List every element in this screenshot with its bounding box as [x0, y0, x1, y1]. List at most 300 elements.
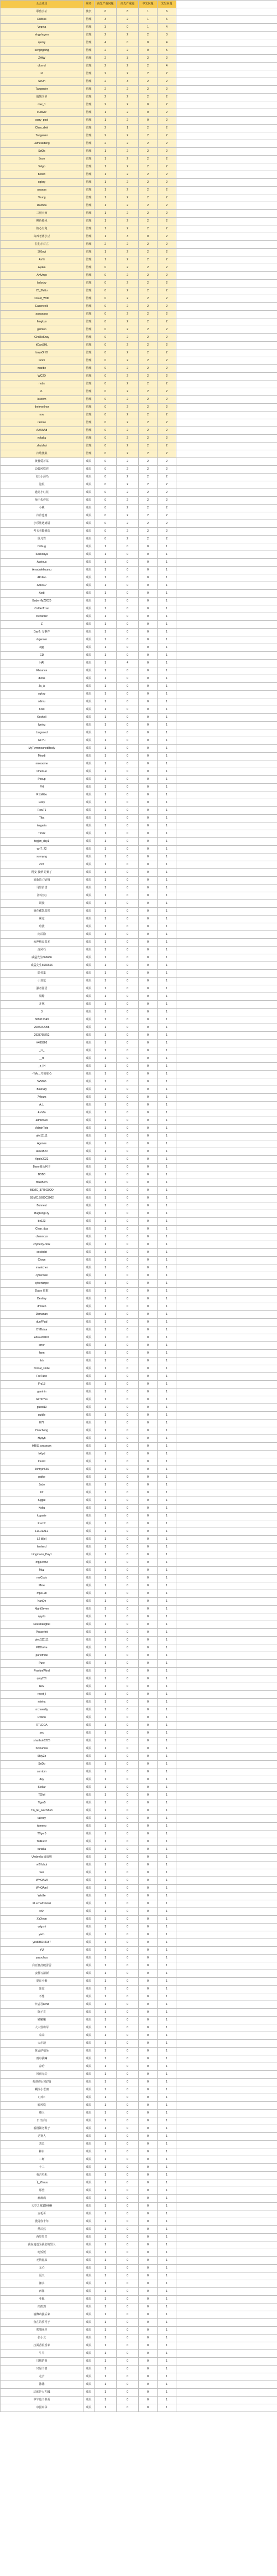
member-role[interactable]: 成员 — [83, 2172, 95, 2179]
critical-count[interactable]: 0 — [117, 815, 139, 822]
critical-count[interactable]: 0 — [117, 1784, 139, 1792]
member-role[interactable]: 成员 — [83, 2079, 95, 2086]
critical-count[interactable]: 0 — [117, 1737, 139, 1745]
member-role[interactable]: 成员 — [83, 2133, 95, 2141]
medium-count[interactable]: 0 — [139, 2086, 158, 2094]
critical-count[interactable]: 0 — [117, 2304, 139, 2311]
member-role[interactable]: 成员 — [83, 1528, 95, 1536]
critical-high-count[interactable]: 1 — [95, 962, 117, 970]
critical-high-count[interactable]: 1 — [95, 947, 117, 954]
critical-count[interactable]: 0 — [117, 1001, 139, 1009]
medium-count[interactable]: 2 — [139, 132, 158, 140]
critical-high-count[interactable]: 1 — [95, 179, 117, 187]
first-count[interactable]: 1 — [158, 1218, 176, 1226]
member-name[interactable]: Moodi — [1, 753, 83, 760]
medium-count[interactable]: 0 — [139, 1799, 158, 1807]
first-count[interactable]: 2 — [158, 412, 176, 419]
member-name[interactable]: 雨雨然 — [1, 2304, 83, 2311]
first-count[interactable]: 1 — [158, 978, 176, 985]
critical-high-count[interactable]: 0 — [95, 318, 117, 326]
medium-count[interactable]: 0 — [139, 2327, 158, 2335]
member-role[interactable]: 成员 — [83, 1055, 95, 1063]
medium-count[interactable]: 0 — [139, 1063, 158, 1071]
member-name[interactable]: 那些 — [1, 2187, 83, 2195]
medium-count[interactable]: 0 — [139, 1295, 158, 1303]
medium-count[interactable]: 0 — [139, 861, 158, 869]
member-name[interactable]: 问后隐 — [1, 931, 83, 939]
member-name[interactable]: sdimu — [1, 698, 83, 706]
member-name[interactable]: 邀龙小红花 — [1, 489, 83, 497]
critical-high-count[interactable]: 0 — [95, 311, 117, 318]
medium-count[interactable]: 2 — [139, 435, 158, 443]
first-count[interactable]: 1 — [158, 1885, 176, 1893]
member-role[interactable]: 管理 — [83, 63, 95, 70]
medium-count[interactable]: 0 — [139, 892, 158, 900]
critical-high-count[interactable]: 2 — [95, 55, 117, 63]
critical-high-count[interactable]: 1 — [95, 1993, 117, 2001]
medium-count[interactable]: 2 — [139, 241, 158, 249]
first-count[interactable]: 1 — [158, 760, 176, 768]
medium-count[interactable]: 0 — [139, 1846, 158, 1854]
medium-count[interactable]: 2 — [139, 156, 158, 163]
critical-high-count[interactable]: 1 — [95, 729, 117, 737]
critical-high-count[interactable]: 3 — [95, 16, 117, 24]
medium-count[interactable]: 0 — [139, 1730, 158, 1737]
medium-count[interactable]: 0 — [139, 1908, 158, 1916]
first-count[interactable]: 1 — [158, 1063, 176, 1071]
first-count[interactable]: 1 — [158, 1939, 176, 1947]
member-name[interactable]: Z — [1, 621, 83, 629]
member-name[interactable]: 然后然 — [1, 2226, 83, 2234]
critical-high-count[interactable]: 1 — [95, 1140, 117, 1148]
member-name[interactable]: 冰凉 — [1, 1986, 83, 1993]
member-role[interactable]: 管理 — [83, 342, 95, 349]
medium-count[interactable]: 0 — [139, 2373, 158, 2381]
first-count[interactable]: 1 — [158, 1823, 176, 1831]
critical-high-count[interactable]: 1 — [95, 1474, 117, 1482]
medium-count[interactable]: 2 — [139, 295, 158, 303]
first-count[interactable]: 1 — [158, 1575, 176, 1582]
critical-high-count[interactable]: 1 — [95, 1412, 117, 1420]
member-name[interactable]: aaaaaaaa — [1, 311, 83, 318]
medium-count[interactable]: 2 — [139, 419, 158, 427]
critical-high-count[interactable]: 1 — [95, 2187, 117, 2195]
first-count[interactable]: 1 — [158, 2319, 176, 2327]
first-count[interactable]: 1 — [158, 1086, 176, 1094]
member-role[interactable]: 成员 — [83, 598, 95, 605]
critical-high-count[interactable]: 1 — [95, 1381, 117, 1389]
member-role[interactable]: 成员 — [83, 1249, 95, 1257]
first-count[interactable]: 1 — [158, 1947, 176, 1955]
critical-count[interactable]: 2 — [117, 63, 139, 70]
medium-count[interactable]: 0 — [139, 1505, 158, 1513]
first-count[interactable]: 1 — [158, 1226, 176, 1233]
member-role[interactable]: 管理 — [83, 171, 95, 179]
critical-count[interactable]: 0 — [117, 830, 139, 838]
medium-count[interactable]: 2 — [139, 349, 158, 357]
member-role[interactable]: 成员 — [83, 1683, 95, 1691]
first-count[interactable]: 1 — [158, 1551, 176, 1559]
member-name[interactable]: Umbrella 成成明 — [1, 1854, 83, 1862]
first-count[interactable]: 1 — [158, 2094, 176, 2102]
member-name[interactable]: Dsmanan — [1, 1311, 83, 1319]
member-name[interactable]: SeOn — [1, 78, 83, 86]
member-role[interactable]: 成员 — [83, 2288, 95, 2296]
first-count[interactable]: 2 — [158, 373, 176, 381]
member-role[interactable]: 成员 — [83, 543, 95, 551]
medium-count[interactable]: 0 — [139, 853, 158, 861]
first-count[interactable]: 1 — [158, 745, 176, 753]
first-count[interactable]: 1 — [158, 1513, 176, 1520]
medium-count[interactable]: 0 — [139, 683, 158, 691]
member-role[interactable]: 成员 — [83, 1838, 95, 1846]
critical-high-count[interactable]: 1 — [95, 1815, 117, 1823]
first-count[interactable]: 1 — [158, 1629, 176, 1637]
first-count[interactable]: 1 — [158, 1854, 176, 1862]
critical-high-count[interactable]: 1 — [95, 2125, 117, 2133]
member-role[interactable]: 成员 — [83, 729, 95, 737]
member-role[interactable]: 成员 — [83, 528, 95, 536]
critical-count[interactable]: 2 — [117, 303, 139, 311]
medium-count[interactable]: 0 — [139, 1148, 158, 1156]
member-name[interactable]: admin620 — [1, 1117, 83, 1125]
member-role[interactable]: 成员 — [83, 474, 95, 481]
member-name[interactable]: ririeha — [1, 1699, 83, 1706]
medium-count[interactable]: 0 — [139, 675, 158, 683]
member-name[interactable]: 考五者能够选 — [1, 528, 83, 536]
member-name[interactable]: 小龙氪 — [1, 978, 83, 985]
critical-count[interactable]: 0 — [117, 2110, 139, 2117]
first-count[interactable]: 2 — [158, 101, 176, 109]
medium-count[interactable]: 0 — [139, 2024, 158, 2032]
medium-count[interactable]: 0 — [139, 2179, 158, 2187]
member-name[interactable]: cybertanpe — [1, 1280, 83, 1288]
critical-high-count[interactable]: 1 — [95, 551, 117, 559]
critical-high-count[interactable]: 1 — [95, 2265, 117, 2272]
critical-high-count[interactable]: 2 — [95, 63, 117, 70]
medium-count[interactable]: 0 — [139, 39, 158, 47]
critical-count[interactable]: 0 — [117, 1241, 139, 1249]
member-name[interactable]: 隐者集 — [1, 970, 83, 978]
member-role[interactable]: 成员 — [83, 799, 95, 807]
critical-count[interactable]: 0 — [117, 1071, 139, 1078]
critical-count[interactable]: 0 — [117, 683, 139, 691]
first-count[interactable]: 1 — [158, 2218, 176, 2226]
member-name[interactable]: HAI — [1, 660, 83, 667]
medium-count[interactable]: 0 — [139, 1373, 158, 1381]
member-name[interactable]: 陈子亥 — [1, 2009, 83, 2017]
critical-high-count[interactable]: 0 — [95, 520, 117, 528]
member-role[interactable]: 成员 — [83, 1644, 95, 1652]
critical-high-count[interactable]: 1 — [95, 1683, 117, 1691]
member-role[interactable]: 管理 — [83, 311, 95, 318]
first-count[interactable]: 2 — [158, 86, 176, 94]
medium-count[interactable]: 0 — [139, 1970, 158, 1978]
member-name[interactable]: 徐凡岩 — [1, 536, 83, 543]
first-count[interactable]: 1 — [158, 2172, 176, 2179]
critical-count[interactable]: 0 — [117, 923, 139, 931]
first-count[interactable]: 1 — [158, 1722, 176, 1730]
medium-count[interactable]: 0 — [139, 1823, 158, 1831]
first-count[interactable]: 1 — [158, 1613, 176, 1621]
member-role[interactable]: 成员 — [83, 2280, 95, 2288]
critical-high-count[interactable]: 1 — [95, 652, 117, 660]
member-role[interactable]: 成员 — [83, 567, 95, 574]
member-role[interactable]: 管理 — [83, 357, 95, 365]
critical-high-count[interactable]: 1 — [95, 2195, 117, 2203]
medium-count[interactable]: 0 — [139, 1086, 158, 1094]
medium-count[interactable]: 2 — [139, 63, 158, 70]
first-count[interactable]: 1 — [158, 1993, 176, 2001]
member-role[interactable]: 成员 — [83, 722, 95, 729]
member-name[interactable]: Huacheng — [1, 1427, 83, 1435]
member-name[interactable]: Shinumas — [1, 1745, 83, 1753]
critical-high-count[interactable]: 1 — [95, 187, 117, 194]
member-role[interactable]: 成员 — [83, 1551, 95, 1559]
medium-count[interactable]: 2 — [139, 287, 158, 295]
critical-high-count[interactable]: 1 — [95, 2017, 117, 2024]
member-name[interactable]: id — [1, 70, 83, 78]
medium-count[interactable]: 2 — [139, 148, 158, 156]
medium-count[interactable]: 2 — [139, 505, 158, 512]
critical-high-count[interactable]: 1 — [95, 1675, 117, 1683]
medium-count[interactable]: 0 — [139, 2156, 158, 2164]
critical-high-count[interactable]: 1 — [95, 605, 117, 613]
first-count[interactable]: 1 — [158, 947, 176, 954]
critical-high-count[interactable]: 1 — [95, 784, 117, 791]
critical-count[interactable]: 0 — [117, 993, 139, 1001]
member-role[interactable]: 成员 — [83, 605, 95, 613]
first-count[interactable]: 1 — [158, 1342, 176, 1350]
member-name[interactable]: fish — [1, 1358, 83, 1365]
critical-high-count[interactable]: 1 — [95, 1544, 117, 1551]
member-role[interactable]: 成员 — [83, 1970, 95, 1978]
critical-count[interactable]: 0 — [117, 1226, 139, 1233]
medium-count[interactable]: 2 — [139, 272, 158, 280]
first-count[interactable]: 1 — [158, 1350, 176, 1358]
critical-count[interactable]: 0 — [117, 1776, 139, 1784]
member-role[interactable]: 管理 — [83, 109, 95, 117]
first-count[interactable]: 2 — [158, 256, 176, 264]
critical-high-count[interactable]: 0 — [95, 264, 117, 272]
medium-count[interactable]: 0 — [139, 784, 158, 791]
medium-count[interactable]: 0 — [139, 2249, 158, 2257]
member-role[interactable]: 成员 — [83, 954, 95, 962]
member-role[interactable]: 成员 — [83, 551, 95, 559]
critical-count[interactable]: 0 — [117, 791, 139, 799]
member-role[interactable]: 成员 — [83, 1513, 95, 1520]
member-role[interactable]: 成员 — [83, 1699, 95, 1706]
member-role[interactable]: 管理 — [83, 412, 95, 419]
member-name[interactable]: tegjlm_day1 — [1, 838, 83, 846]
critical-high-count[interactable]: 1 — [95, 2342, 117, 2350]
medium-count[interactable]: 0 — [139, 2296, 158, 2304]
first-count[interactable]: 1 — [158, 2366, 176, 2373]
member-role[interactable]: 管理 — [83, 55, 95, 63]
member-name[interactable]: Mine — [1, 1582, 83, 1590]
member-name[interactable]: WC2D — [1, 373, 83, 381]
member-name[interactable]: FreTubo — [1, 1373, 83, 1381]
critical-count[interactable]: 0 — [117, 768, 139, 776]
member-role[interactable]: 管理 — [83, 70, 95, 78]
critical-high-count[interactable]: 1 — [95, 753, 117, 760]
member-role[interactable]: 成员 — [83, 1094, 95, 1102]
medium-count[interactable]: 2 — [139, 536, 158, 543]
critical-count[interactable]: 0 — [117, 892, 139, 900]
medium-count[interactable]: 0 — [139, 1427, 158, 1435]
critical-count[interactable]: 0 — [117, 1342, 139, 1350]
medium-count[interactable]: 2 — [139, 225, 158, 233]
critical-count[interactable]: 0 — [117, 1164, 139, 1171]
first-count[interactable]: 2 — [158, 156, 176, 163]
critical-count[interactable]: 2 — [117, 225, 139, 233]
critical-high-count[interactable]: 1 — [95, 1714, 117, 1722]
first-count[interactable]: 1 — [158, 892, 176, 900]
first-count[interactable]: 1 — [158, 1055, 176, 1063]
medium-count[interactable]: 0 — [139, 1156, 158, 1164]
critical-count[interactable]: 2 — [117, 528, 139, 536]
medium-count[interactable]: 0 — [139, 2265, 158, 2272]
critical-count[interactable]: 0 — [117, 1567, 139, 1575]
member-name[interactable]: 暗渡 — [1, 923, 83, 931]
member-role[interactable]: 管理 — [83, 295, 95, 303]
critical-count[interactable]: 0 — [117, 939, 139, 947]
member-role[interactable]: 成员 — [83, 505, 95, 512]
critical-count[interactable]: 4 — [117, 660, 139, 667]
member-role[interactable]: 管理 — [83, 334, 95, 342]
member-name[interactable]: fengkuo — [1, 318, 83, 326]
first-count[interactable]: 1 — [158, 861, 176, 869]
critical-count[interactable]: 0 — [117, 1218, 139, 1226]
first-count[interactable]: 1 — [158, 1202, 176, 1210]
medium-count[interactable]: 0 — [139, 1815, 158, 1823]
first-count[interactable]: 1 — [158, 1668, 176, 1675]
critical-count[interactable]: 0 — [117, 2389, 139, 2397]
member-role[interactable]: 成员 — [83, 1660, 95, 1668]
member-role[interactable]: 成员 — [83, 1722, 95, 1730]
medium-count[interactable]: 0 — [139, 722, 158, 729]
medium-count[interactable]: 0 — [139, 1272, 158, 1280]
member-role[interactable]: 管理 — [83, 32, 95, 39]
critical-count[interactable]: 2 — [117, 179, 139, 187]
critical-high-count[interactable]: 4 — [95, 39, 117, 47]
critical-high-count[interactable]: 1 — [95, 1389, 117, 1396]
member-name[interactable]: meCody — [1, 1575, 83, 1582]
member-name[interactable]: Roky — [1, 799, 83, 807]
medium-count[interactable]: 0 — [139, 1179, 158, 1187]
first-count[interactable]: 1 — [158, 2102, 176, 2110]
critical-high-count[interactable]: 1 — [95, 590, 117, 598]
first-count[interactable]: 1 — [158, 885, 176, 892]
member-role[interactable]: 成员 — [83, 1086, 95, 1094]
first-count[interactable]: 1 — [158, 1590, 176, 1598]
member-name[interactable]: Soco — [1, 156, 83, 163]
member-name[interactable]: AdminToto — [1, 1125, 83, 1133]
member-name[interactable]: 福到你后来(哲) — [1, 2079, 83, 2086]
member-role[interactable]: 成员 — [83, 1962, 95, 1970]
member-name[interactable]: ShiyZo — [1, 1753, 83, 1761]
critical-high-count[interactable]: 1 — [95, 644, 117, 652]
critical-high-count[interactable]: 1 — [95, 985, 117, 993]
member-role[interactable]: 成员 — [83, 2241, 95, 2249]
member-role[interactable]: 成员 — [83, 1784, 95, 1792]
critical-high-count[interactable]: 1 — [95, 1009, 117, 1016]
member-name[interactable]: mpe128 — [1, 1590, 83, 1598]
member-role[interactable]: 成员 — [83, 2156, 95, 2164]
critical-count[interactable]: 0 — [117, 2179, 139, 2187]
first-count[interactable]: 1 — [158, 923, 176, 931]
member-name[interactable]: 水神梅良基本 — [1, 939, 83, 947]
first-count[interactable]: 1 — [158, 993, 176, 1001]
member-role[interactable]: 成员 — [83, 1807, 95, 1815]
first-count[interactable]: 3 — [158, 32, 176, 39]
first-count[interactable]: 1 — [158, 2032, 176, 2040]
first-count[interactable]: 1 — [158, 1761, 176, 1768]
medium-count[interactable]: 0 — [139, 1962, 158, 1970]
critical-high-count[interactable]: 1 — [95, 698, 117, 706]
medium-count[interactable]: 0 — [139, 1435, 158, 1443]
medium-count[interactable]: 0 — [139, 1474, 158, 1482]
critical-high-count[interactable]: 1 — [95, 1551, 117, 1559]
critical-high-count[interactable]: 0 — [95, 334, 117, 342]
member-role[interactable]: 成员 — [83, 2404, 95, 2412]
member-role[interactable]: 成员 — [83, 1621, 95, 1629]
medium-count[interactable]: 0 — [139, 877, 158, 885]
first-count[interactable]: 1 — [158, 714, 176, 722]
first-count[interactable]: 1 — [158, 1249, 176, 1257]
critical-count[interactable]: 0 — [117, 1939, 139, 1947]
medium-count[interactable]: 0 — [139, 2366, 158, 2373]
critical-count[interactable]: 0 — [117, 1582, 139, 1590]
first-count[interactable]: 2 — [158, 303, 176, 311]
member-name[interactable]: Tiger5 — [1, 1799, 83, 1807]
first-count[interactable]: 1 — [158, 1714, 176, 1722]
header-critical[interactable]: 高先严重题 — [117, 1, 139, 8]
first-count[interactable]: 2 — [158, 458, 176, 466]
critical-high-count[interactable]: 1 — [95, 1497, 117, 1505]
member-role[interactable]: 成员 — [83, 2373, 95, 2381]
critical-high-count[interactable]: 1 — [95, 2280, 117, 2288]
critical-count[interactable]: 0 — [117, 1792, 139, 1799]
member-role[interactable]: 成员 — [83, 1536, 95, 1544]
member-name[interactable]: AoKo07 — [1, 582, 83, 590]
critical-count[interactable]: 0 — [117, 1233, 139, 1241]
member-name[interactable]: 无心 — [1, 2265, 83, 2272]
critical-count[interactable]: 0 — [117, 1877, 139, 1885]
member-name[interactable]: 搜寻你十年 — [1, 2218, 83, 2226]
first-count[interactable]: 1 — [158, 2110, 176, 2117]
member-name[interactable]: yuyouhuu — [1, 1955, 83, 1962]
first-count[interactable]: 1 — [158, 1699, 176, 1706]
critical-count[interactable]: 2 — [117, 156, 139, 163]
critical-high-count[interactable]: 3 — [95, 24, 117, 32]
critical-count[interactable]: 2 — [117, 117, 139, 125]
medium-count[interactable]: 2 — [139, 256, 158, 264]
member-name[interactable]: __m — [1, 1055, 83, 1063]
medium-count[interactable]: 0 — [139, 629, 158, 636]
member-role[interactable]: 成员 — [83, 1009, 95, 1016]
member-name[interactable]: TGfol — [1, 1792, 83, 1799]
member-name[interactable]: Cloud_Wdb — [1, 295, 83, 303]
first-count[interactable]: 1 — [158, 1660, 176, 1668]
member-name[interactable]: 开林 — [1, 1001, 83, 1009]
first-count[interactable]: 1 — [158, 551, 176, 559]
medium-count[interactable]: 0 — [139, 109, 158, 117]
critical-high-count[interactable]: 0 — [95, 427, 117, 435]
member-role[interactable]: 成员 — [83, 590, 95, 598]
member-role[interactable]: 成员 — [83, 908, 95, 916]
member-role[interactable]: 成员 — [83, 1420, 95, 1427]
